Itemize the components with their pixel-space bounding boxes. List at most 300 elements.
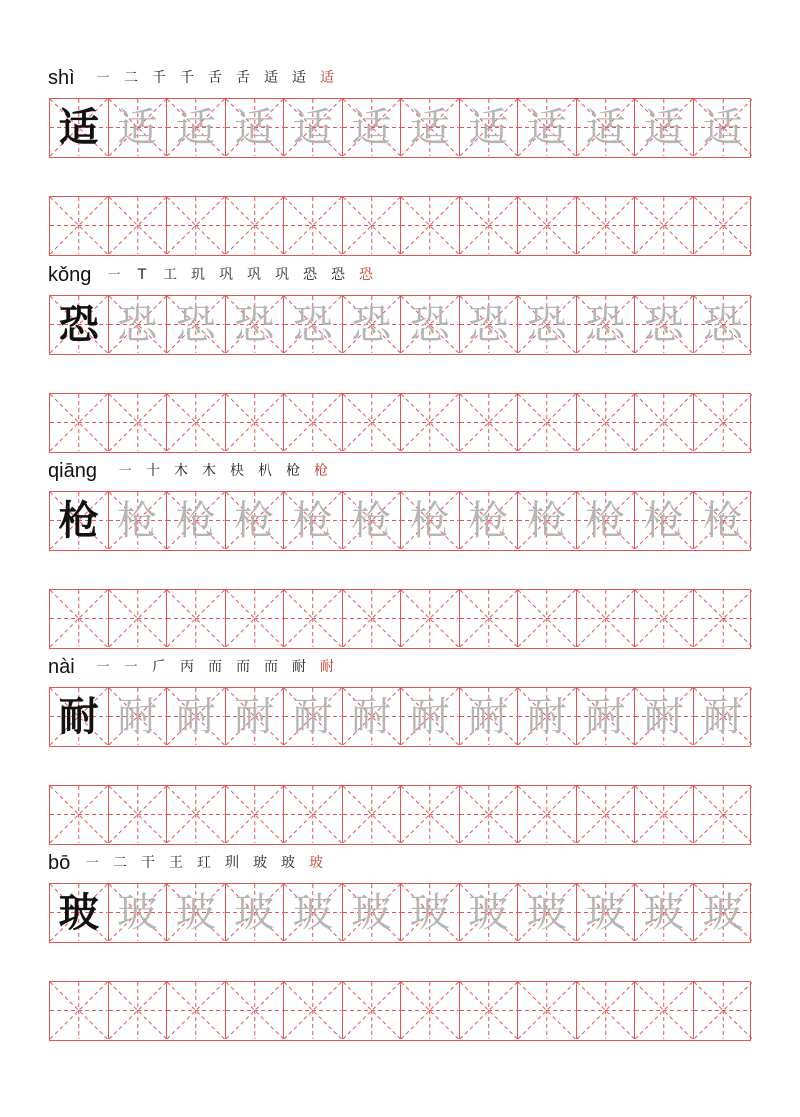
stroke-step: 千 xyxy=(180,70,194,86)
practice-cell[interactable] xyxy=(167,982,226,1039)
mi-grid-guides xyxy=(635,394,693,451)
stroke-order xyxy=(80,850,328,876)
trace-cell[interactable] xyxy=(460,99,519,156)
trace-character: 玻 xyxy=(526,889,567,936)
practice-row xyxy=(49,393,751,453)
mi-grid-guides xyxy=(694,590,753,647)
trace-character: 枪 xyxy=(526,497,567,544)
mi-grid-guides xyxy=(343,394,401,451)
practice-cell[interactable] xyxy=(518,590,577,647)
practice-cell[interactable] xyxy=(50,982,109,1039)
stroke-step: 玻 xyxy=(253,855,267,871)
practice-cell[interactable] xyxy=(460,197,519,254)
model-cell xyxy=(50,492,109,549)
practice-cell[interactable] xyxy=(401,197,460,254)
trace-cell[interactable] xyxy=(284,884,343,941)
trace-cell[interactable] xyxy=(694,492,753,549)
tracing-row xyxy=(49,295,751,355)
mi-grid-guides xyxy=(167,394,225,451)
trace-character: 玻 xyxy=(702,889,743,936)
stroke-order xyxy=(102,262,378,288)
practice-row xyxy=(49,589,751,649)
mi-grid-guides xyxy=(109,394,167,451)
practice-cell[interactable] xyxy=(635,394,694,451)
practice-cell[interactable] xyxy=(226,982,285,1039)
trace-character: 玻 xyxy=(585,889,626,936)
stroke-step: 而 xyxy=(264,659,278,675)
practice-cell[interactable] xyxy=(694,982,753,1039)
trace-cell[interactable] xyxy=(401,884,460,941)
practice-row xyxy=(49,785,751,845)
trace-character: 恐 xyxy=(351,301,392,348)
trace-cell[interactable] xyxy=(518,492,577,549)
trace-character: 适 xyxy=(117,104,158,151)
practice-cell[interactable] xyxy=(694,394,753,451)
mi-grid-guides xyxy=(343,590,401,647)
mi-grid-guides xyxy=(167,590,225,647)
mi-grid-guides xyxy=(343,982,401,1039)
practice-cell[interactable] xyxy=(226,786,285,843)
trace-cell[interactable] xyxy=(694,688,753,745)
stroke-step: 适 xyxy=(264,70,278,86)
model-cell xyxy=(50,884,109,941)
trace-cell[interactable] xyxy=(577,99,636,156)
mi-grid-guides xyxy=(460,786,518,843)
mi-grid-guides xyxy=(226,197,284,254)
mi-grid-guides xyxy=(518,197,576,254)
stroke-step: 木 xyxy=(174,463,188,479)
trace-cell[interactable] xyxy=(635,99,694,156)
trace-character: 枪 xyxy=(175,497,216,544)
mi-grid-guides xyxy=(167,786,225,843)
trace-character: 枪 xyxy=(351,497,392,544)
practice-cell[interactable] xyxy=(343,982,402,1039)
stroke-step: 舌 xyxy=(208,70,222,86)
practice-cell[interactable] xyxy=(401,394,460,451)
trace-cell[interactable] xyxy=(518,688,577,745)
stroke-step: ㇐ xyxy=(96,70,110,86)
stroke-step: 干 xyxy=(141,855,155,871)
mi-grid-guides xyxy=(50,590,108,647)
practice-cell[interactable] xyxy=(167,786,226,843)
trace-cell[interactable] xyxy=(284,688,343,745)
trace-character: 枪 xyxy=(117,497,158,544)
stroke-step: 木 xyxy=(202,463,216,479)
practice-cell[interactable] xyxy=(401,982,460,1039)
mi-grid-guides xyxy=(50,394,108,451)
mi-grid-guides xyxy=(401,786,459,843)
mi-grid-guides xyxy=(694,197,753,254)
trace-cell[interactable] xyxy=(284,492,343,549)
trace-character: 恐 xyxy=(702,301,743,348)
trace-cell[interactable] xyxy=(109,688,168,745)
practice-cell[interactable] xyxy=(167,394,226,451)
pinyin-label: shì xyxy=(48,67,75,89)
trace-cell[interactable] xyxy=(167,99,226,156)
mi-grid-guides xyxy=(518,590,576,647)
practice-cell[interactable] xyxy=(50,197,109,254)
practice-cell[interactable] xyxy=(635,590,694,647)
practice-cell[interactable] xyxy=(401,786,460,843)
stroke-order xyxy=(113,458,333,484)
model-character: 枪 xyxy=(58,496,99,544)
practice-cell[interactable] xyxy=(460,786,519,843)
practice-cell[interactable] xyxy=(284,786,343,843)
mi-grid-guides xyxy=(226,590,284,647)
trace-character: 恐 xyxy=(175,301,216,348)
practice-cell[interactable] xyxy=(226,394,285,451)
stroke-step: 玑 xyxy=(191,267,205,283)
trace-character: 玻 xyxy=(234,889,275,936)
trace-character: 恐 xyxy=(292,301,333,348)
practice-row xyxy=(49,981,751,1041)
mi-grid-guides xyxy=(577,982,635,1039)
mi-grid-guides xyxy=(284,394,342,451)
practice-cell[interactable] xyxy=(694,590,753,647)
trace-character: 枪 xyxy=(468,497,509,544)
stroke-step: 十 xyxy=(146,463,160,479)
mi-grid-guides xyxy=(401,394,459,451)
trace-character: 枪 xyxy=(292,497,333,544)
pinyin-label: bō xyxy=(48,852,71,874)
trace-cell[interactable] xyxy=(343,884,402,941)
trace-cell[interactable] xyxy=(635,296,694,353)
mi-grid-guides xyxy=(401,982,459,1039)
mi-grid-guides xyxy=(284,982,342,1039)
practice-cell[interactable] xyxy=(284,590,343,647)
mi-grid-guides xyxy=(284,197,342,254)
tracing-row xyxy=(49,491,751,551)
mi-grid-guides xyxy=(518,982,576,1039)
practice-cell[interactable] xyxy=(284,197,343,254)
mi-grid-guides xyxy=(694,394,753,451)
mi-grid-guides xyxy=(284,590,342,647)
practice-row xyxy=(49,196,751,256)
trace-cell[interactable] xyxy=(284,99,343,156)
stroke-order xyxy=(91,65,339,91)
practice-cell[interactable] xyxy=(694,786,753,843)
trace-character: 恐 xyxy=(468,301,509,348)
tracing-row xyxy=(49,883,751,943)
trace-cell[interactable] xyxy=(401,296,460,353)
trace-character: 玻 xyxy=(351,889,392,936)
trace-cell[interactable] xyxy=(518,296,577,353)
stroke-step: T xyxy=(137,267,147,283)
trace-character: 耐 xyxy=(526,693,567,740)
stroke-step: 而 xyxy=(208,659,222,675)
trace-cell[interactable] xyxy=(635,492,694,549)
mi-grid-guides xyxy=(109,982,167,1039)
practice-cell[interactable] xyxy=(518,197,577,254)
practice-cell[interactable] xyxy=(343,786,402,843)
stroke-step: 玻 xyxy=(281,855,295,871)
practice-cell[interactable] xyxy=(460,590,519,647)
mi-grid-guides xyxy=(635,197,693,254)
trace-cell[interactable] xyxy=(635,884,694,941)
trace-cell[interactable] xyxy=(460,688,519,745)
trace-character: 玻 xyxy=(292,889,333,936)
practice-cell[interactable] xyxy=(343,394,402,451)
trace-cell[interactable] xyxy=(460,296,519,353)
mi-grid-guides xyxy=(577,394,635,451)
mi-grid-guides xyxy=(226,982,284,1039)
stroke-step: 𠂆 xyxy=(152,659,166,675)
trace-character: 枪 xyxy=(585,497,626,544)
trace-character: 适 xyxy=(702,104,743,151)
trace-character: 耐 xyxy=(175,693,216,740)
mi-grid-guides xyxy=(50,197,108,254)
mi-grid-guides xyxy=(635,982,693,1039)
tracing-row xyxy=(49,687,751,747)
trace-character: 枪 xyxy=(643,497,684,544)
trace-character: 枪 xyxy=(702,497,743,544)
practice-cell[interactable] xyxy=(577,786,636,843)
mi-grid-guides xyxy=(518,394,576,451)
trace-character: 适 xyxy=(292,104,333,151)
practice-cell[interactable] xyxy=(50,590,109,647)
stroke-step: 王 xyxy=(169,855,183,871)
trace-character: 恐 xyxy=(585,301,626,348)
trace-cell[interactable] xyxy=(109,99,168,156)
tracing-row xyxy=(49,98,751,158)
mi-grid-guides xyxy=(109,786,167,843)
trace-character: 耐 xyxy=(468,693,509,740)
trace-character: 恐 xyxy=(234,301,275,348)
practice-cell[interactable] xyxy=(635,982,694,1039)
trace-cell[interactable] xyxy=(109,884,168,941)
trace-character: 耐 xyxy=(292,693,333,740)
mi-grid-guides xyxy=(50,982,108,1039)
model-character: 恐 xyxy=(58,300,99,348)
practice-cell[interactable] xyxy=(343,590,402,647)
mi-grid-guides xyxy=(226,394,284,451)
trace-character: 适 xyxy=(585,104,626,151)
mi-grid-guides xyxy=(694,786,753,843)
trace-cell[interactable] xyxy=(343,492,402,549)
mi-grid-guides xyxy=(401,590,459,647)
trace-cell[interactable] xyxy=(226,296,285,353)
trace-cell[interactable] xyxy=(167,492,226,549)
mi-grid-guides xyxy=(460,197,518,254)
stroke-step: 恐 xyxy=(331,267,345,283)
practice-cell[interactable] xyxy=(460,982,519,1039)
stroke-step: 㭈 xyxy=(230,463,244,479)
mi-grid-guides xyxy=(518,786,576,843)
trace-cell[interactable] xyxy=(226,884,285,941)
practice-cell[interactable] xyxy=(167,197,226,254)
practice-cell[interactable] xyxy=(518,786,577,843)
stroke-step: 丙 xyxy=(180,659,194,675)
trace-character: 适 xyxy=(643,104,684,151)
stroke-step: 千 xyxy=(152,70,166,86)
mi-grid-guides xyxy=(635,590,693,647)
stroke-step: 二 xyxy=(124,70,138,86)
practice-cell[interactable] xyxy=(109,394,168,451)
mi-grid-guides xyxy=(109,197,167,254)
stroke-step: 恐 xyxy=(359,267,373,283)
trace-cell[interactable] xyxy=(284,296,343,353)
practice-cell[interactable] xyxy=(50,786,109,843)
trace-character: 耐 xyxy=(409,693,450,740)
practice-cell[interactable] xyxy=(694,197,753,254)
mi-grid-guides xyxy=(460,590,518,647)
trace-cell[interactable] xyxy=(226,99,285,156)
mi-grid-guides xyxy=(167,982,225,1039)
practice-cell[interactable] xyxy=(109,982,168,1039)
trace-character: 玻 xyxy=(409,889,450,936)
stroke-step: 朳 xyxy=(258,463,272,479)
trace-cell[interactable] xyxy=(401,99,460,156)
stroke-step: 耐 xyxy=(320,659,334,675)
stroke-step: 巩 xyxy=(219,267,233,283)
stroke-step: 舌 xyxy=(236,70,250,86)
practice-cell[interactable] xyxy=(167,590,226,647)
pinyin-label: nài xyxy=(48,656,75,678)
trace-character: 枪 xyxy=(409,497,450,544)
stroke-step: 而 xyxy=(236,659,250,675)
stroke-step: 耐 xyxy=(292,659,306,675)
trace-character: 适 xyxy=(526,104,567,151)
stroke-step: ㇐ xyxy=(107,267,121,283)
trace-cell[interactable] xyxy=(694,296,753,353)
trace-cell[interactable] xyxy=(167,884,226,941)
practice-cell[interactable] xyxy=(109,786,168,843)
trace-character: 玻 xyxy=(117,889,158,936)
mi-grid-guides xyxy=(343,197,401,254)
model-character: 耐 xyxy=(58,692,99,740)
trace-character: 玻 xyxy=(175,889,216,936)
trace-character: 恐 xyxy=(643,301,684,348)
mi-grid-guides xyxy=(50,786,108,843)
practice-cell[interactable] xyxy=(577,394,636,451)
practice-cell[interactable] xyxy=(518,982,577,1039)
trace-cell[interactable] xyxy=(694,884,753,941)
trace-cell[interactable] xyxy=(167,296,226,353)
stroke-step: 玻 xyxy=(309,855,323,871)
stroke-step: 二 xyxy=(113,855,127,871)
stroke-step: 工 xyxy=(163,267,177,283)
trace-character: 恐 xyxy=(117,301,158,348)
trace-cell[interactable] xyxy=(577,884,636,941)
trace-cell[interactable] xyxy=(460,884,519,941)
trace-cell[interactable] xyxy=(343,688,402,745)
trace-cell[interactable] xyxy=(460,492,519,549)
practice-cell[interactable] xyxy=(401,590,460,647)
trace-cell[interactable] xyxy=(518,884,577,941)
practice-cell[interactable] xyxy=(226,590,285,647)
practice-cell[interactable] xyxy=(577,590,636,647)
mi-grid-guides xyxy=(694,982,753,1039)
practice-cell[interactable] xyxy=(109,590,168,647)
practice-cell[interactable] xyxy=(577,197,636,254)
stroke-step: 恐 xyxy=(303,267,317,283)
trace-cell[interactable] xyxy=(226,688,285,745)
mi-grid-guides xyxy=(460,394,518,451)
trace-character: 适 xyxy=(351,104,392,151)
trace-character: 耐 xyxy=(585,693,626,740)
trace-cell[interactable] xyxy=(401,492,460,549)
trace-cell[interactable] xyxy=(343,296,402,353)
trace-character: 玻 xyxy=(468,889,509,936)
model-cell xyxy=(50,99,109,156)
stroke-step: ㇐ xyxy=(85,855,99,871)
stroke-step: 巩 xyxy=(275,267,289,283)
mi-grid-guides xyxy=(577,590,635,647)
trace-character: 适 xyxy=(175,104,216,151)
trace-cell[interactable] xyxy=(694,99,753,156)
stroke-step: ㇐ xyxy=(96,659,110,675)
trace-cell[interactable] xyxy=(109,492,168,549)
mi-grid-guides xyxy=(577,197,635,254)
practice-cell[interactable] xyxy=(343,197,402,254)
trace-character: 耐 xyxy=(351,693,392,740)
trace-character: 适 xyxy=(468,104,509,151)
mi-grid-guides xyxy=(109,590,167,647)
trace-character: 耐 xyxy=(643,693,684,740)
trace-cell[interactable] xyxy=(518,99,577,156)
trace-cell[interactable] xyxy=(577,688,636,745)
model-character: 玻 xyxy=(58,888,99,936)
trace-cell[interactable] xyxy=(343,99,402,156)
practice-cell[interactable] xyxy=(518,394,577,451)
trace-character: 适 xyxy=(409,104,450,151)
stroke-step: 巩 xyxy=(247,267,261,283)
stroke-step: 枪 xyxy=(314,463,328,479)
stroke-step: ㇐ xyxy=(118,463,132,479)
trace-character: 恐 xyxy=(409,301,450,348)
practice-cell[interactable] xyxy=(460,394,519,451)
pinyin-label: qiāng xyxy=(48,460,97,482)
stroke-step: 适 xyxy=(292,70,306,86)
stroke-step: 玔 xyxy=(225,855,239,871)
practice-cell[interactable] xyxy=(577,982,636,1039)
trace-cell[interactable] xyxy=(635,688,694,745)
model-cell xyxy=(50,688,109,745)
trace-cell[interactable] xyxy=(401,688,460,745)
practice-cell[interactable] xyxy=(109,197,168,254)
mi-grid-guides xyxy=(343,786,401,843)
practice-cell[interactable] xyxy=(284,394,343,451)
trace-cell[interactable] xyxy=(577,296,636,353)
trace-character: 恐 xyxy=(526,301,567,348)
trace-character: 适 xyxy=(234,104,275,151)
model-cell xyxy=(50,296,109,353)
practice-cell[interactable] xyxy=(635,197,694,254)
trace-cell[interactable] xyxy=(226,492,285,549)
stroke-step: 枪 xyxy=(286,463,300,479)
mi-grid-guides xyxy=(577,786,635,843)
practice-cell[interactable] xyxy=(635,786,694,843)
stroke-step: ㇐ xyxy=(124,659,138,675)
mi-grid-guides xyxy=(284,786,342,843)
stroke-order xyxy=(91,654,339,680)
practice-cell[interactable] xyxy=(50,394,109,451)
stroke-step: 玒 xyxy=(197,855,211,871)
trace-cell[interactable] xyxy=(167,688,226,745)
trace-character: 耐 xyxy=(234,693,275,740)
trace-cell[interactable] xyxy=(109,296,168,353)
trace-character: 玻 xyxy=(643,889,684,936)
trace-character: 枪 xyxy=(234,497,275,544)
pinyin-label: kǒng xyxy=(48,264,92,286)
mi-grid-guides xyxy=(167,197,225,254)
model-character: 适 xyxy=(58,103,99,151)
mi-grid-guides xyxy=(226,786,284,843)
trace-character: 耐 xyxy=(702,693,743,740)
trace-cell[interactable] xyxy=(577,492,636,549)
practice-cell[interactable] xyxy=(226,197,285,254)
practice-cell[interactable] xyxy=(284,982,343,1039)
